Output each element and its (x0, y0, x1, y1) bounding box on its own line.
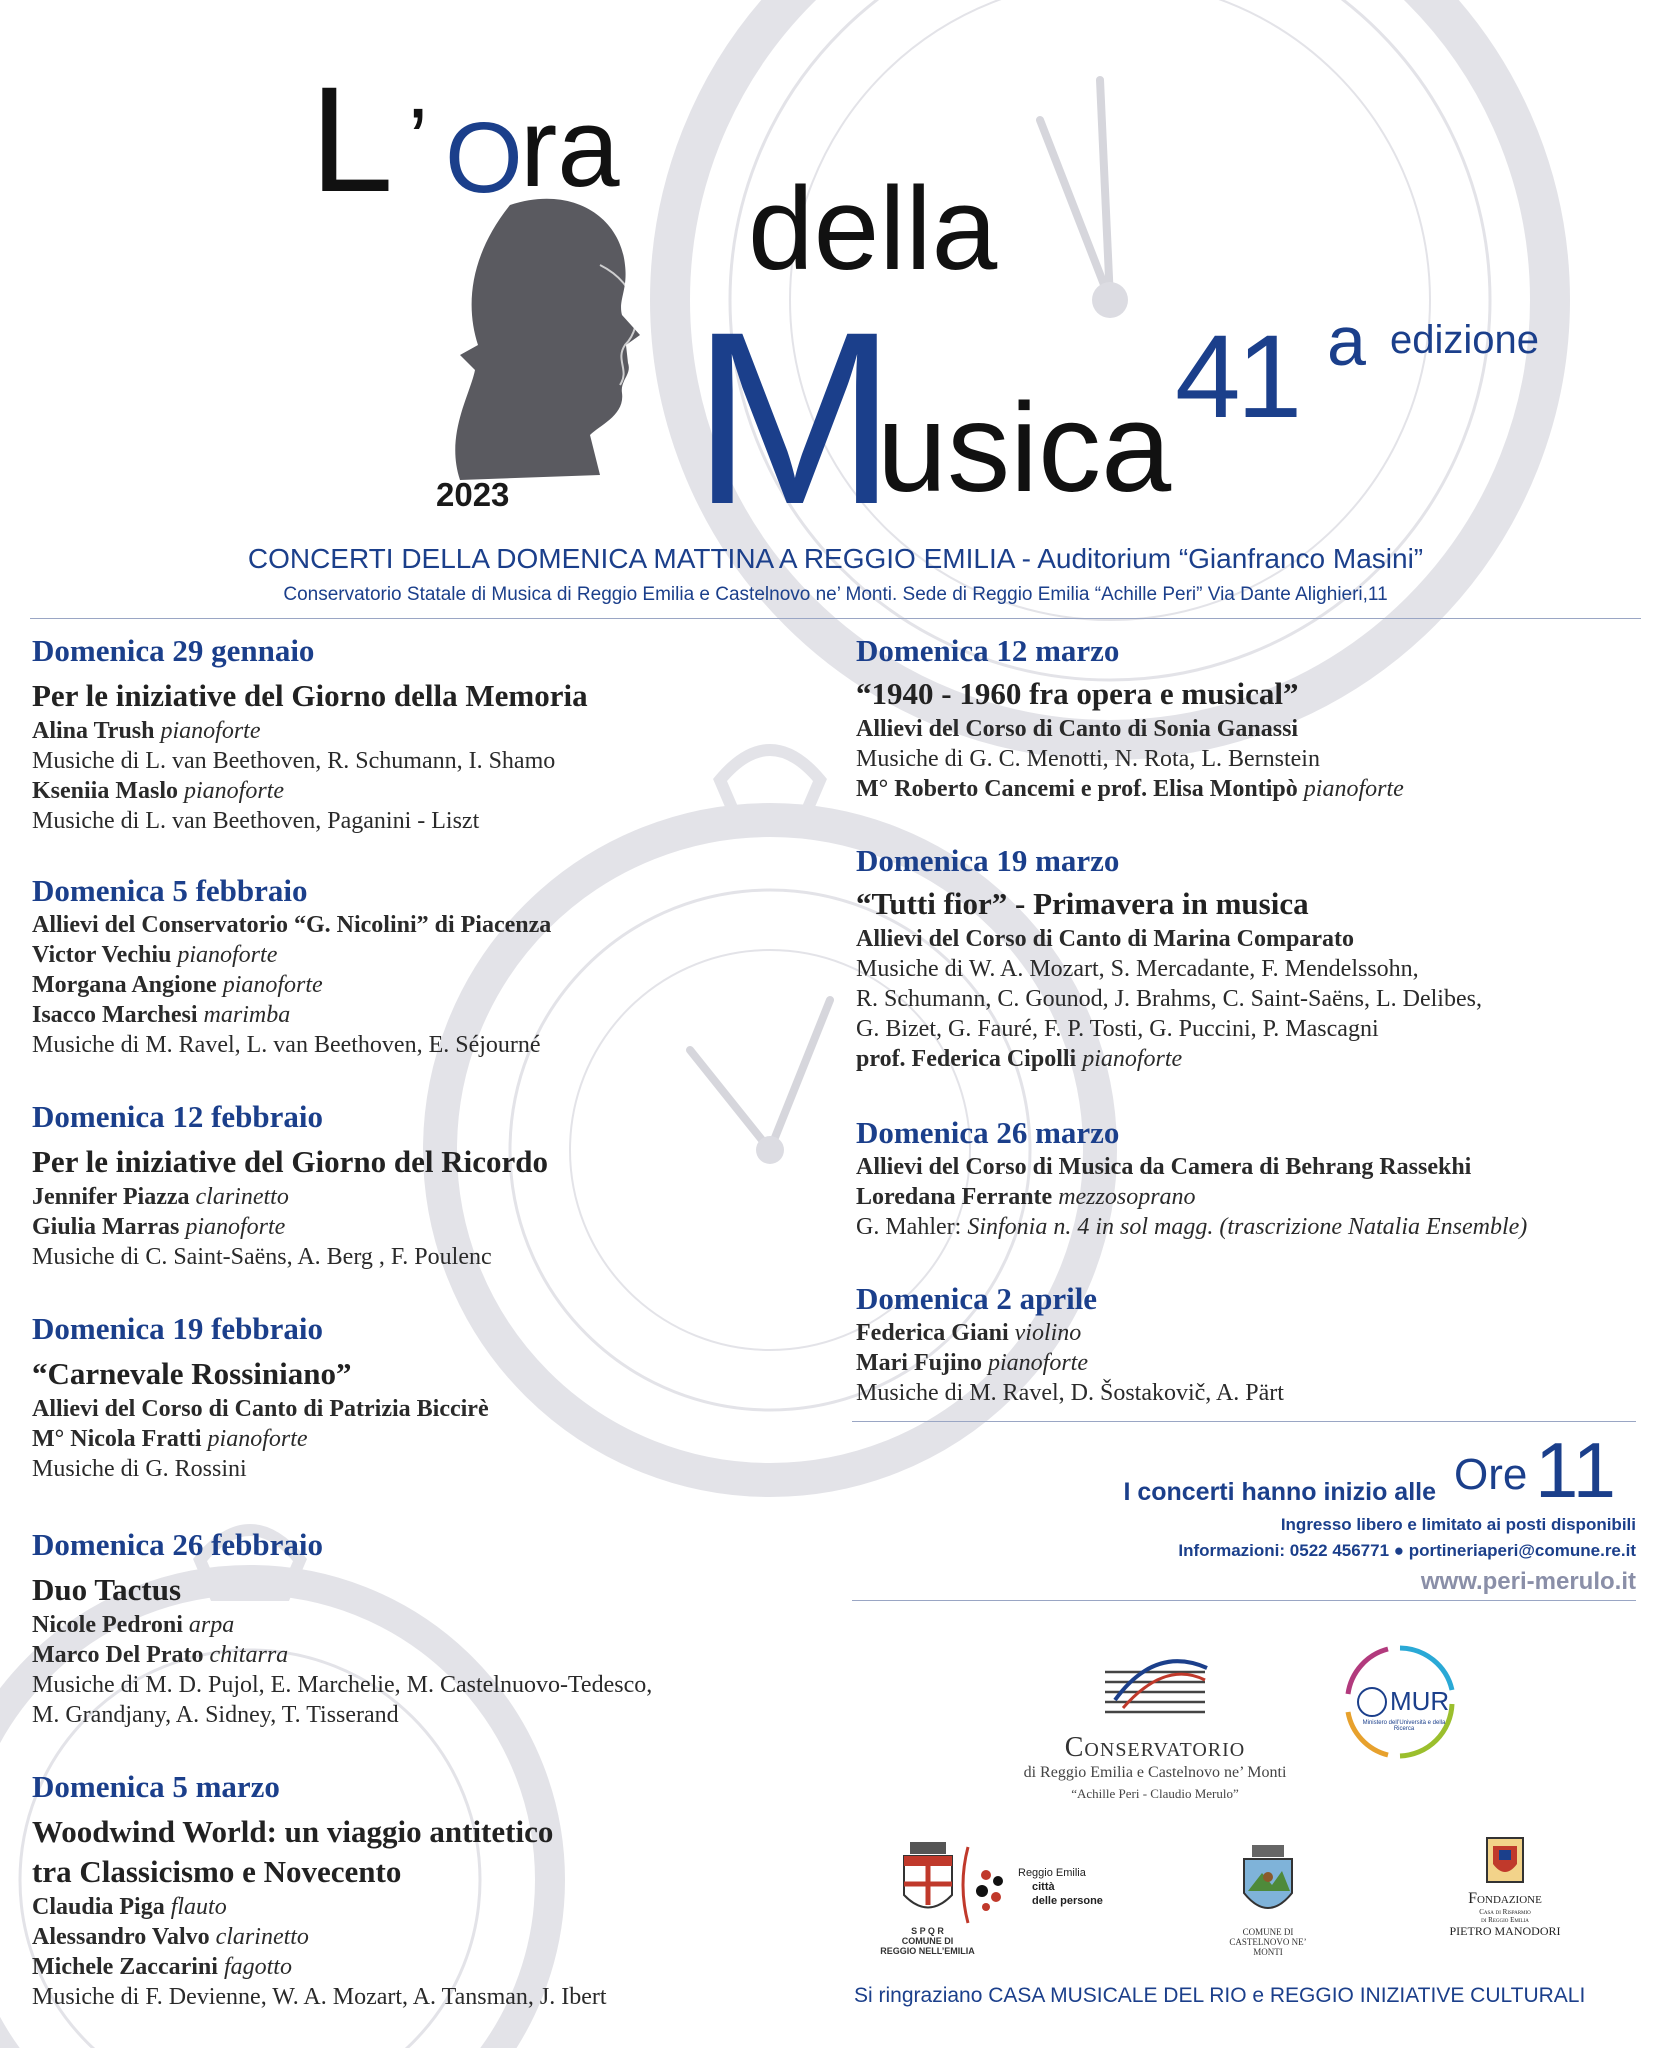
program: Musiche di G. Rossini (32, 1456, 247, 1482)
performer: Michele Zaccarini (32, 1954, 218, 1980)
fondazione-line4: PIETRO MANODORI (1449, 1924, 1561, 1938)
instrument: pianoforte (1303, 776, 1404, 802)
performer: Giulia Marras (32, 1214, 180, 1240)
ensemble: Allievi del Corso di Canto di Marina Comparato (856, 926, 1354, 952)
event-12-febbraio (32, 1098, 548, 1272)
program-work: Sinfonia n. 4 in sol magg. (trascrizione Natalia Ensemble) (967, 1214, 1528, 1240)
performer: prof. Federica Cipolli (856, 1046, 1077, 1072)
program: Musiche di M. Ravel, D. Šostakovič, A. Pärt (856, 1380, 1284, 1406)
event-2-aprile (856, 1280, 1284, 1408)
instrument: arpa (188, 1612, 235, 1638)
event-date: Domenica 12 febbraio (32, 1099, 324, 1134)
instrument: pianoforte (222, 972, 323, 998)
comune-reggio-line1: COMUNE DI (901, 1936, 954, 1946)
program: Musiche di M. Ravel, L. van Beethoven, E. Séjourné (32, 1032, 541, 1058)
program: Musiche di G. C. Menotti, N. Rota, L. Bernstein (856, 746, 1320, 772)
event-19-febbraio (32, 1310, 489, 1484)
ensemble: Allievi del Conservatorio “G. Nicolini” di Piacenza (32, 912, 552, 938)
event-title: Per le iniziative del Giorno della Memoria (32, 678, 588, 713)
event-title: tra Classicismo e Novecento (32, 1854, 402, 1889)
title-letter-o: O (445, 102, 523, 214)
program: Musiche di L. van Beethoven, Paganini - Liszt (32, 808, 480, 834)
title-della: della (748, 163, 998, 295)
performer: Jennifer Piazza (32, 1184, 190, 1210)
fondazione-logo (1440, 1836, 1570, 1939)
free-entry-text: Ingresso libero e limitato ai posti disponibili (1280, 1515, 1636, 1534)
performer: Federica Giani (856, 1320, 1009, 1346)
title-usica: usica (877, 377, 1172, 518)
conservatorio-name: Conservatorio (1064, 1732, 1246, 1763)
instrument: pianoforte (160, 718, 261, 744)
thanks-footer: Si ringraziano CASA MUSICALE DEL RIO e REGGIO INIZIATIVE CULTURALI (854, 1984, 1586, 2007)
title-block (0, 0, 1671, 560)
mur-text: MUR (1390, 1686, 1450, 1716)
performer: Isacco Marchesi (32, 1002, 198, 1028)
program-composer: G. Mahler: (856, 1214, 968, 1240)
ensemble: Allievi del Corso di Canto di Patrizia Biccirè (32, 1396, 489, 1422)
instrument: clarinetto (195, 1184, 289, 1210)
event-26-marzo (856, 1114, 1527, 1242)
citta-delle-persone-icon (960, 1845, 1012, 1925)
program: M. Grandjany, A. Sidney, T. Tisserand (32, 1702, 399, 1728)
program: Musiche di C. Saint-Saëns, A. Berg , F. Poulenc (32, 1244, 492, 1270)
instrument: pianoforte (184, 778, 285, 804)
website-link[interactable]: www.peri-merulo.it (1420, 1568, 1636, 1595)
program: Musiche di W. A. Mozart, S. Mercadante, F. Mendelssohn, (856, 956, 1419, 982)
performer: Mari Fujino (856, 1350, 982, 1376)
program: Musiche di L. van Beethoven, R. Schumann, I. Shamo (32, 748, 556, 774)
conservatorio-logo (990, 1650, 1320, 1802)
comune-reggio-line2: REGGIO NELL’EMILIA (880, 1946, 975, 1956)
year: 2023 (436, 476, 510, 513)
event-date: Domenica 5 marzo (32, 1769, 280, 1804)
contact-info[interactable]: Informazioni: 0522 456771 ● portineriaperi@comune.re.it (1178, 1541, 1636, 1560)
program: G. Bizet, G. Fauré, F. P. Tosti, G. Puccini, P. Mascagni (856, 1016, 1379, 1042)
start-hour: 11 (1535, 1426, 1616, 1514)
performer: M° Nicola Fratti (32, 1426, 202, 1452)
start-ore: Ore (1454, 1450, 1528, 1499)
subtitle: CONCERTI DELLA DOMENICA MATTINA A REGGIO EMILIA - Auditorium “Gianfranco Masini” (247, 543, 1424, 574)
instrument: mezzosoprano (1058, 1184, 1196, 1210)
fondazione-line3: di Reggio Emilia (1481, 1916, 1529, 1924)
performer: Claudia Piga (32, 1894, 165, 1920)
event-date: Domenica 26 febbraio (32, 1527, 324, 1562)
instrument: marimba (203, 1002, 291, 1028)
fondazione-line2: Casa di Risparmio (1479, 1908, 1531, 1916)
event-5-marzo (32, 1768, 607, 2012)
performer: Alina Trush (32, 718, 155, 744)
performer: M° Roberto Cancemi e prof. Elisa Montipò (856, 776, 1298, 802)
citta-line2: città (1032, 1881, 1055, 1893)
fondazione-line1: Fondazione (1468, 1890, 1542, 1907)
castelnovo-line1: COMUNE DI (1242, 1927, 1294, 1937)
castelnovo-crest-icon (1238, 1843, 1298, 1923)
event-title: Per le iniziative del Giorno del Ricordo (32, 1144, 549, 1179)
mur-logo (1340, 1642, 1460, 1762)
event-date: Domenica 19 febbraio (32, 1311, 324, 1346)
event-date: Domenica 26 marzo (856, 1115, 1120, 1150)
conservatorio-sub: di Reggio Emilia e Castelnovo ne’ Monti (1023, 1764, 1287, 1781)
instrument: flauto (170, 1894, 227, 1920)
event-title: “Tutti fior” - Primavera in musica (856, 886, 1309, 921)
fondazione-crest-icon (1483, 1836, 1527, 1886)
instrument: pianoforte (177, 942, 278, 968)
citta-line1: Reggio Emilia (1018, 1867, 1086, 1879)
event-26-febbraio (32, 1526, 652, 1730)
citta-line3: delle persone (1032, 1895, 1103, 1907)
title-letter-m: M (692, 281, 891, 556)
conservatorio-emblem-icon (1095, 1650, 1215, 1728)
title-ra: ra (520, 85, 620, 210)
reggio-crest-icon (898, 1840, 958, 1922)
event-12-marzo (856, 632, 1404, 804)
event-title: Duo Tactus (32, 1572, 182, 1607)
performer: Nicole Pedroni (32, 1612, 183, 1638)
event-date: Domenica 5 febbraio (32, 873, 308, 908)
instrument: pianoforte (988, 1350, 1088, 1376)
instrument: pianoforte (207, 1426, 308, 1452)
event-5-febbraio (32, 872, 551, 1060)
title-apostrophe: ’ (408, 91, 428, 191)
performer: Kseniia Maslo (32, 778, 179, 804)
start-time-text: I concerti hanno inizio alle (1123, 1478, 1436, 1506)
instrument: chitarra (209, 1642, 289, 1668)
venue: Conservatorio Statale di Musica di Reggio Emilia e Castelnovo ne’ Monti. Sede di Reggio Emilia “Achille Peri” Via Dante Alighieri,11 (283, 584, 1388, 605)
event-title: “1940 - 1960 fra opera e musical” (856, 676, 1299, 711)
title-letter-l: L (310, 55, 394, 223)
program: R. Schumann, C. Gounod, J. Brahms, C. Saint-Saëns, L. Delibes, (856, 986, 1482, 1012)
event-title: “Carnevale Rossiniano” (32, 1356, 352, 1391)
mur-subtext: Ministero dell’Università e della Ricerca (1362, 1720, 1446, 1732)
event-date: Domenica 19 marzo (856, 843, 1120, 878)
performer: Loredana Ferrante (856, 1184, 1053, 1210)
performer: Alessandro Valvo (32, 1924, 210, 1950)
spqr-text: S P Q R (911, 1926, 944, 1936)
instrument: pianoforte (185, 1214, 286, 1240)
info-divider-top (852, 1421, 1636, 1422)
ensemble: Allievi del Corso di Musica da Camera di Behrang Rassekhi (856, 1154, 1472, 1180)
castelnovo-line2: CASTELNOVO NE’ MONTI (1229, 1937, 1307, 1957)
event-29-gennaio (32, 632, 588, 836)
event-title: Woodwind World: un viaggio antitetico (32, 1814, 554, 1849)
instrument: violino (1014, 1320, 1082, 1346)
instrument: pianoforte (1082, 1046, 1183, 1072)
event-date: Domenica 29 gennaio (32, 633, 315, 668)
performer: Victor Vechiu (32, 942, 172, 968)
castelnovo-logo (1218, 1843, 1318, 1957)
performer: Marco Del Prato (32, 1642, 204, 1668)
event-19-marzo (856, 842, 1482, 1074)
edition-word: edizione (1390, 318, 1540, 362)
program: Musiche di M. D. Pujol, E. Marchelie, M. Castelnuovo-Tedesco, (32, 1672, 653, 1698)
conservatorio-names: “Achille Peri - Claudio Merulo” (1071, 1786, 1239, 1801)
program: Musiche di F. Devienne, W. A. Mozart, A. Tansman, J. Ibert (32, 1984, 607, 2010)
reggio-citta-logo (960, 1845, 1125, 1925)
edition-superscript: a (1327, 302, 1366, 380)
ensemble: Allievi del Corso di Canto di Sonia Ganassi (856, 716, 1299, 742)
event-date: Domenica 2 aprile (856, 1281, 1098, 1316)
info-divider-bottom (852, 1600, 1636, 1601)
header-divider (30, 618, 1641, 619)
event-date: Domenica 12 marzo (856, 633, 1120, 668)
instrument: fagotto (223, 1954, 292, 1980)
performer: Morgana Angione (32, 972, 217, 998)
edition-number: 41 (1175, 311, 1299, 443)
instrument: clarinetto (215, 1924, 309, 1950)
